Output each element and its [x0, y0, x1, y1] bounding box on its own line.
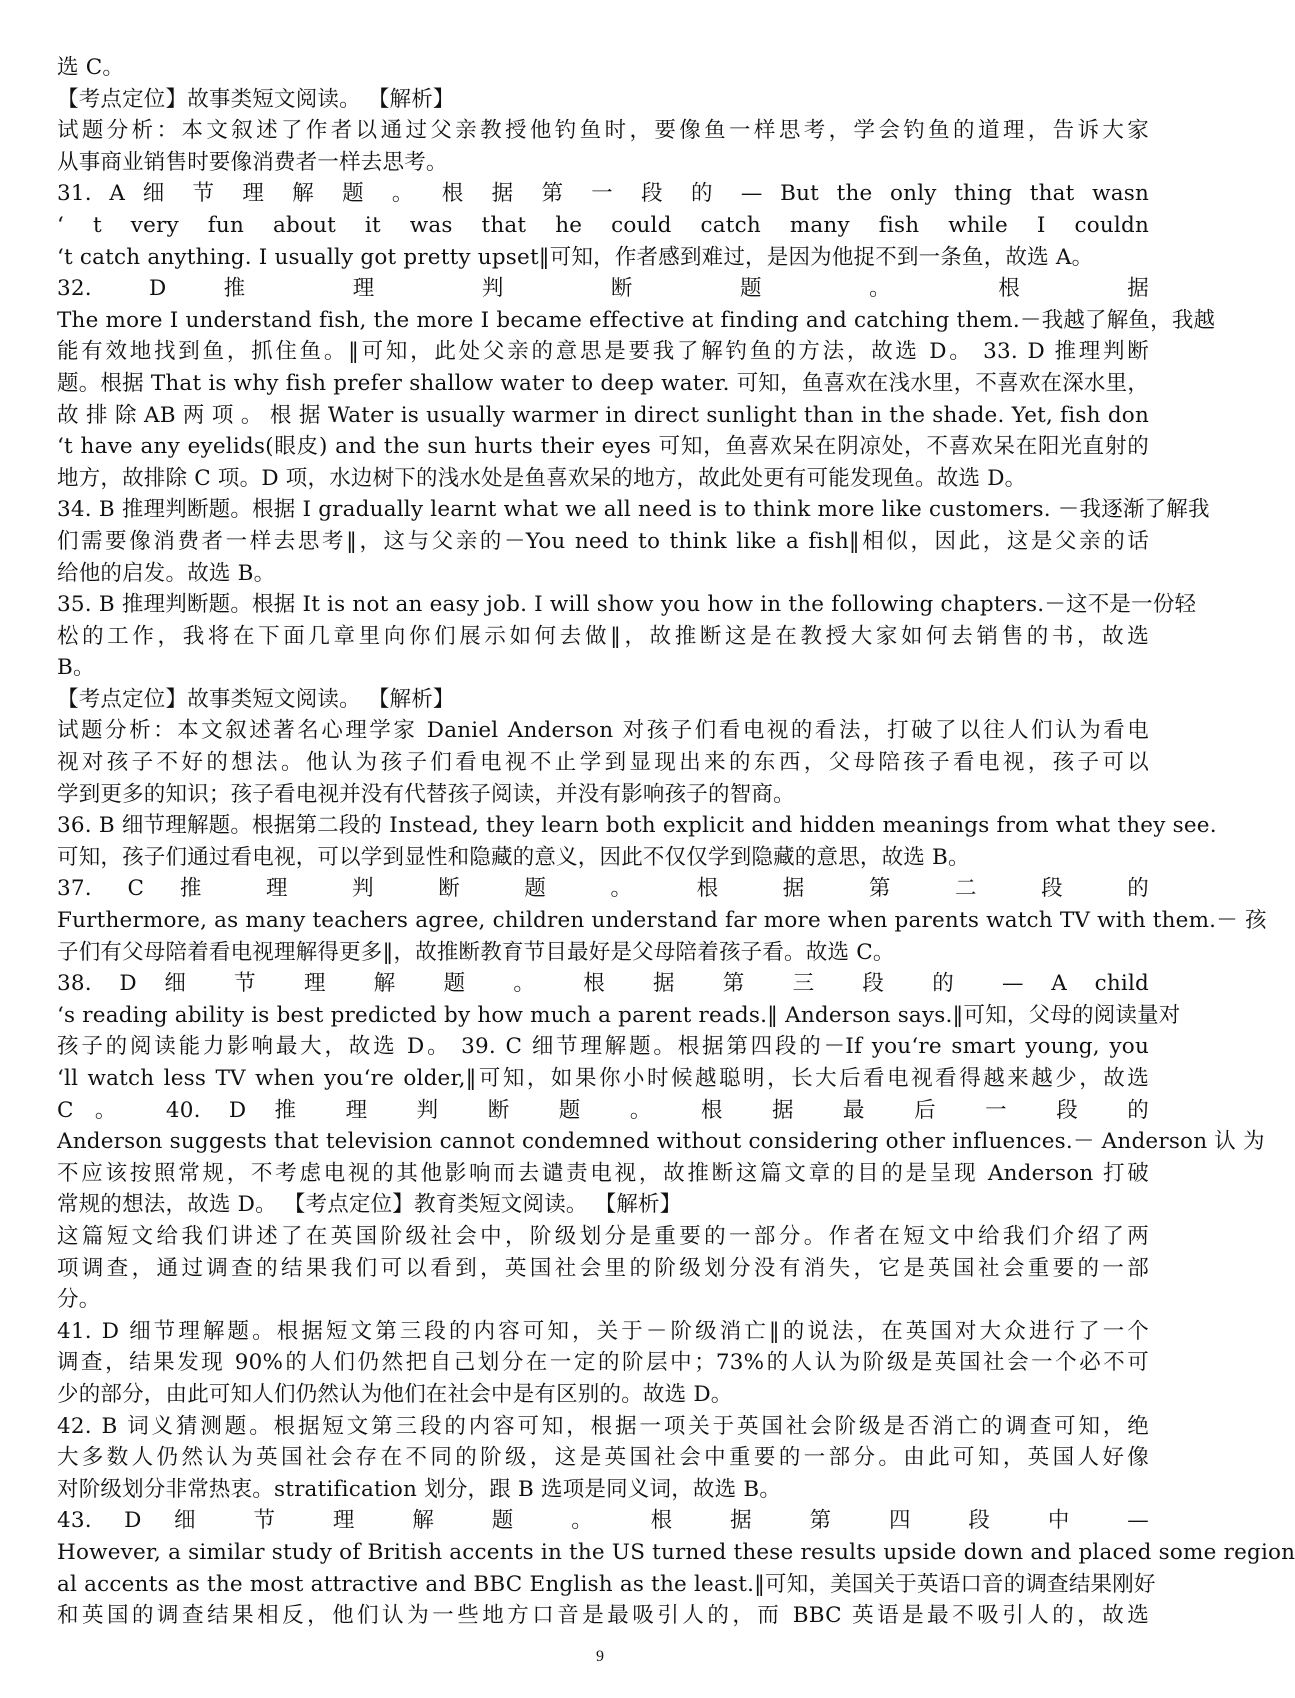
text-line: 42. B 词义猜测题。根据短文第三段的内容可知，根据一项关于英国社会阶级是否消亡的调查可知，绝 — [57, 1413, 1149, 1439]
text-line: 子们有父母陪着看电视理解得更多‖，故推断教育节目最好是父母陪着孩子看。故选 C。 — [57, 939, 895, 965]
text-line: 试题分析：本文叙述了作者以通过父亲教授他钓鱼时，要像鱼一样思考，学会钓鱼的道理，告诉大家 — [57, 118, 1149, 144]
text-line: 【考点定位】故事类短文阅读。 【解析】 — [57, 686, 455, 712]
answer-explanations-body — [57, 52, 1295, 1632]
text-line: 地方，故排除 C 项。D 项，水边树下的浅水处是鱼喜欢呆的地方，故此处更有可能发现鱼。故选 D。 — [57, 465, 1027, 491]
text-line: B。 — [57, 655, 95, 681]
text-line: 41. D 细节理解题。根据短文第三段的内容可知，关于－阶级消亡‖的说法，在英国对大众进行了一个 — [57, 1318, 1149, 1344]
text-line: 这篇短文给我们讲述了在英国阶级社会中，阶级划分是重要的一部分。作者在短文中给我们介绍了两 — [57, 1223, 1149, 1249]
text-line: ‘ll watch less TV when you‘re older,‖可知，如果你小时候越聪明，长大后看电视看得越来越少，故选 — [57, 1066, 1149, 1091]
text-line: However, a similar study of British accents in the US turned these results upside down and placed some region — [57, 1539, 1295, 1565]
page-number: 9 — [596, 1648, 604, 1665]
text-line: 试题分析：本文叙述著名心理学家 Daniel Anderson 对孩子们看电视的看法，打破了以往人们认为看电 — [57, 718, 1149, 744]
text-line: 学到更多的知识；孩子看电视并没有代替孩子阅读，并没有影响孩子的智商。 — [57, 781, 795, 807]
text-line: 从事商业销售时要像消费者一样去思考。 — [57, 149, 448, 175]
text-line: 题。根据 That is why fish prefer shallow water to deep water. 可知，鱼喜欢在浅水里，不喜欢在深水里， — [57, 370, 1150, 396]
text-line: 和英国的调查结果相反，他们认为一些地方口音是最吸引人的，而 BBC 英语是最不吸引人的，故选 — [57, 1603, 1149, 1629]
text-line: 31. A 细 节 理 解 题 。 根 据 第 一 段 的 — But the only thing that wasn — [57, 181, 1149, 207]
text-line: 【考点定位】故事类短文阅读。 【解析】 — [57, 86, 455, 112]
text-line: 们需要像消费者一样去思考‖，这与父亲的－You need to think like a fish‖相似，因此，这是父亲的话 — [57, 528, 1149, 554]
text-line: 32. D 推 理 判 断 题 。 根 据 — [57, 276, 1149, 302]
text-line: 选 C。 — [57, 55, 125, 80]
text-line: 43. D 细 节 理 解 题 。 根 据 第 四 段 中 — — [57, 1508, 1149, 1534]
text-line: 孩子的阅读能力影响最大，故选 D。 39. C 细节理解题。根据第四段的－If you‘re smart young, you — [57, 1034, 1149, 1060]
text-line: 可知，孩子们通过看电视，可以学到显性和隐藏的意义，因此不仅仅学到隐藏的意思，故选 B。 — [57, 844, 970, 870]
text-line: C。 40. D 推 理 判 断 题 。 根 据 最 后 一 段 的 — [57, 1097, 1149, 1123]
text-line: ‘t have any eyelids(眼皮) and the sun hurts their eyes 可知，鱼喜欢呆在阴凉处，不喜欢呆在阳光直射的 — [57, 434, 1149, 460]
text-line: 38. D 细 节 理 解 题 。 根 据 第 三 段 的 — A child — [57, 971, 1149, 997]
text-line: 不应该按照常规，不考虑电视的其他影响而去谴责电视，故推断这篇文章的目的是呈现 Anderson 打破 — [57, 1160, 1149, 1186]
text-line: 少的部分，由此可知人们仍然认为他们在社会中是有区别的。故选 D。 — [57, 1381, 733, 1407]
text-line: 能有效地找到鱼，抓住鱼。‖可知，此处父亲的意思是要我了解钓鱼的方法，故选 D。 33. D 推理判断 — [57, 339, 1149, 365]
text-line: 调查，结果发现 90%的人们仍然把自己划分在一定的阶层中；73%的人认为阶级是英国社会一个必不可 — [57, 1350, 1149, 1376]
text-line: The more I understand fish, the more I became effective at finding and catching them.－我越了解鱼，我越 — [57, 307, 1216, 333]
text-line: 松的工作，我将在下面几章里向你们展示如何去做‖，故推断这是在教授大家如何去销售的书，故选 — [57, 623, 1149, 649]
text-line: 给他的启发。故选 B。 — [57, 560, 276, 586]
text-line: 37. C 推 理 判 断 题 。 根 据 第 二 段 的 — [57, 876, 1149, 902]
text-line: 36. B 细节理解题。根据第二段的 Instead, they learn both explicit and hidden meanings from what they see. — [57, 813, 1217, 839]
text-line: Anderson suggests that television cannot condemned without considering other influences.－ Anderson 认 为 — [57, 1129, 1265, 1155]
text-line: 大多数人仍然认为英国社会存在不同的阶级，这是英国社会中重要的一部分。由此可知，英国人好像 — [57, 1445, 1149, 1471]
text-line: 项调查，通过调查的结果我们可以看到，英国社会里的阶级划分没有消失，它是英国社会重要的一部 — [57, 1255, 1149, 1281]
text-line: 常规的想法，故选 D。 【考点定位】教育类短文阅读。 【解析】 — [57, 1192, 682, 1218]
text-line: al accents as the most attractive and BBC English as the least.‖可知，美国关于英语口音的调查结果刚好 — [57, 1571, 1156, 1597]
text-line: 34. B 推理判断题。根据 I gradually learnt what we all need is to think more like customers. －我逐渐了解我 — [57, 497, 1210, 523]
text-line: Furthermore, as many teachers agree, children understand far more when parents watch TV with them.－ 孩 — [57, 908, 1267, 934]
text-line: 故 排 除 AB 两 项 。 根 据 Water is usually warmer in direct sunlight than in the shade. Yet, fish don — [57, 402, 1149, 428]
text-line: 对阶级划分非常热衷。stratification 划分，跟 B 选项是同义词，故选 B。 — [57, 1476, 782, 1502]
text-line: ‘ t very fun about it was that he could catch many fish while I couldn — [57, 212, 1149, 238]
text-line: 35. B 推理判断题。根据 It is not an easy job. I will show you how in the following chapters.－这不是一份轻 — [57, 592, 1197, 618]
text-line: ‘t catch anything. I usually got pretty upset‖可知，作者感到难过，是因为他捉不到一条鱼，故选 A。 — [57, 244, 1094, 270]
text-line: 分。 — [57, 1287, 101, 1313]
text-line: 视对孩子不好的想法。他认为孩子们看电视不止学到显现出来的东西，父母陪孩子看电视，孩子可以 — [57, 750, 1149, 776]
text-line: ‘s reading ability is best predicted by how much a parent reads.‖ Anderson says.‖可知，父母的阅读量对 — [57, 1002, 1181, 1028]
